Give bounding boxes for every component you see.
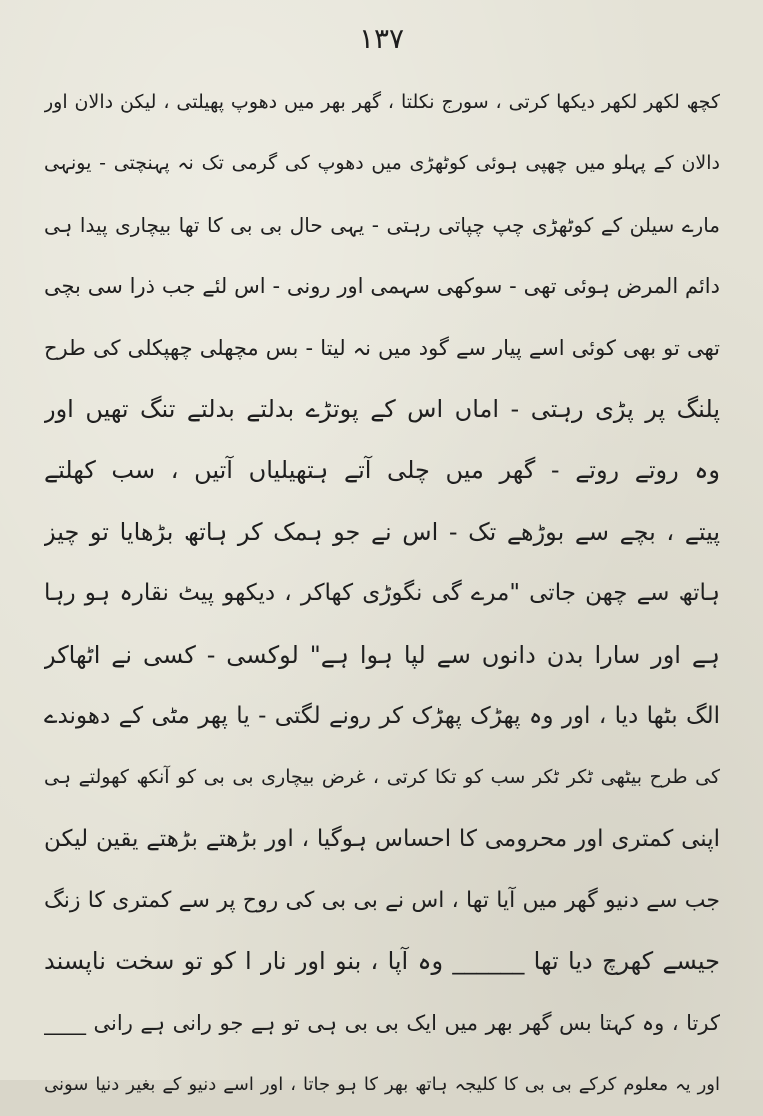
page-text — [44, 72, 720, 1116]
text-line: جیسے کھرچ دیا تھا ______ وہ آپا ، بنو اور نار ا کو تو سخت ناپسند — [44, 947, 720, 976]
text-line: وہ روتے روتے - گھر میں چلی آتے ہتھیلیاں آتیں ، سب کھلتے — [44, 456, 720, 485]
text-line: کرتا ، وہ کہتا بس گھر بھر میں ایک بی بی ہی تو ہے جو رانی ہے رانی ____ — [44, 1010, 720, 1035]
text-line: دائم المرض ہوئی تھی - سوکھی سہمی اور رونی - اس لئے جب ذرا سی بچی — [44, 274, 720, 299]
text-line: مارے سیلن کے کوٹھڑی چپ چپاتی رہتی - یہی حال بی بی کا تھا بیچاری پیدا ہی — [44, 212, 720, 237]
text-line: جب سے دنیو گھر میں آیا تھا ، اس نے بی بی کی روح پر سے کمتری کا زنگ — [44, 888, 720, 914]
text-line: کی طرح بیٹھی ٹکر ٹکر سب کو تکا کرتی ، غرض بیچاری بی بی کو آنکھ کھولتے ہی — [44, 766, 720, 789]
text-line: کچھ لکھر لکھر دیکھا کرتی ، سورج نکلتا ، گھر بھر میں دھوپ پھیلتی ، لیکن دالان اور — [44, 91, 720, 113]
text-line: دالان کے پہلو میں چھپی ہوئی کوٹھڑی میں دھوپ کی گرمی تک نہ پہنچتی - یونہی — [44, 152, 720, 175]
text-line: پلنگ پر پڑی رہتی - اماں اس کے پوتڑے بدلتے بدلتے تنگ تھیں اور — [44, 394, 720, 423]
page-number: ۱۳۷ — [358, 22, 405, 55]
text-line: ہے اور سارا بدن دانوں سے لپا ہوا ہے" لوکسی - کسی نے اٹھاکر — [44, 640, 720, 669]
text-line: الگ بٹھا دیا ، اور وہ پھڑک پھڑک کر رونے لگتی - یا پھر مٹی کے دھوندے — [44, 702, 720, 729]
text-line: اور یہ معلوم کرکے بی بی کا کلیجہ ہاتھ بھر کا ہو جاتا ، اور اسے دنیو کے بغیر دنیا سونی — [44, 1074, 720, 1096]
text-line: تھی تو بھی کوئی اسے پیار سے گود میں نہ لیتا - بس مچھلی چھپکلی کی طرح — [44, 335, 720, 360]
text-line: اپنی کمتری اور محرومی کا احساس ہوگیا ، اور بڑھتے بڑھتے یقین لیکن — [44, 825, 720, 852]
text-line: ہاتھ سے چھن جاتی "مرے گی نگوڑی کھاکر ، دیکھو پیٹ نقارہ ہو رہا — [44, 580, 720, 607]
text-line: پیتے ، بچے سے بوڑھے تک - اس نے جو ہمک کر ہاتھ بڑھایا تو چیز — [44, 517, 720, 546]
